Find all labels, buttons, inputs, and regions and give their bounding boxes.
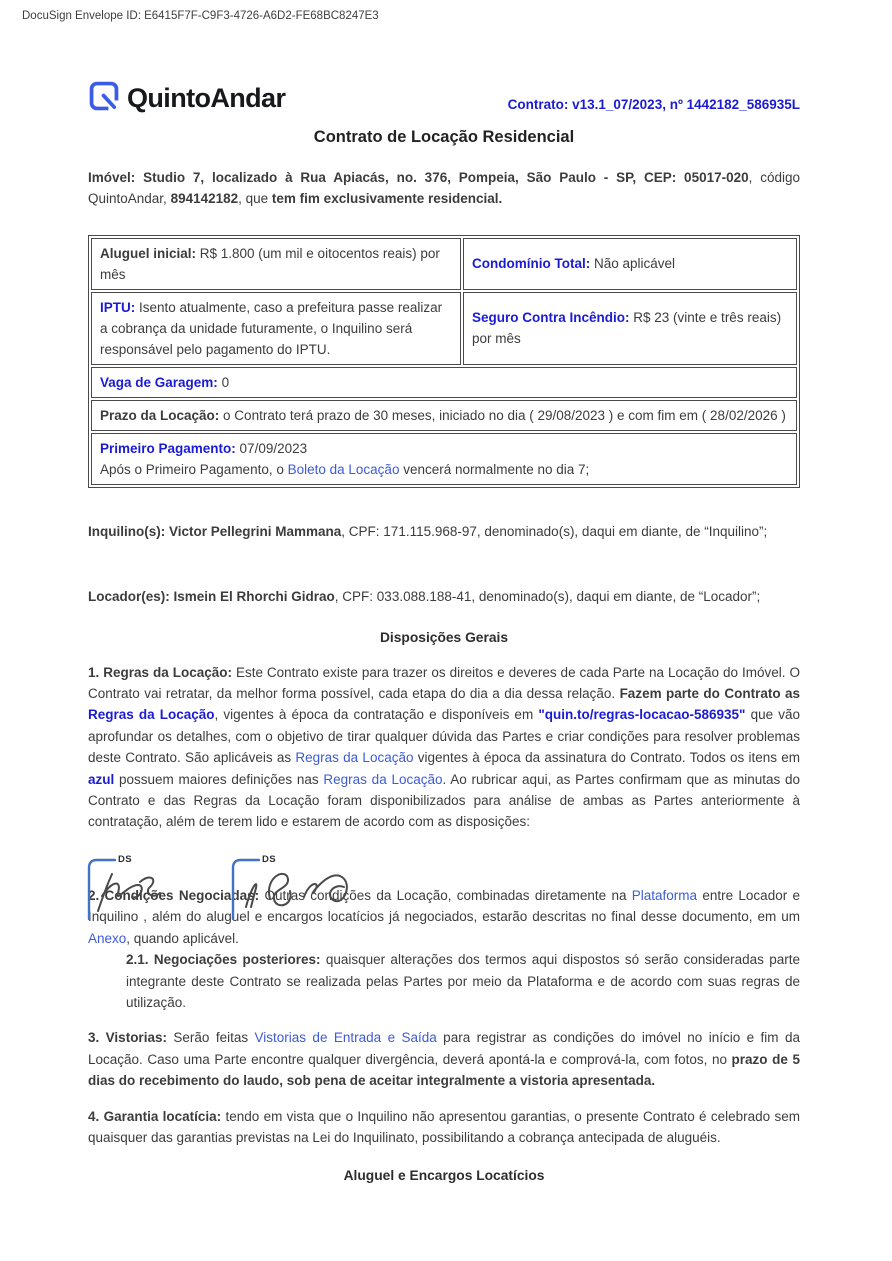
primeiro-pagamento-line1: Primeiro Pagamento: 07/09/2023 [100, 440, 308, 456]
docusign-bracket-icon [89, 860, 115, 919]
quintoandar-logo [88, 80, 285, 117]
clause-3-vistorias: 3. Vistorias: Serão feitas Vistorias de Entrada e Saída para registrar as condições do imóvel no início e fim da Locação. Caso uma Parte encontre qualquer divergência, deverá apontá-la e comprová-la, com fotos, no prazo de 5 dias do recebimento do laudo, sob pena de aceitar integralmente a vistoria apresentada. [88, 1030, 800, 1089]
table-row [91, 367, 797, 398]
contract-reference: Contrato: v13.1_07/2023, nº 1442182_586935L [507, 97, 800, 112]
primeiro-pagamento-line2: Após o Primeiro Pagamento, o Boleto da Locação vencerá normalmente no dia 7; [100, 461, 590, 477]
cell-seguro-incendio: Seguro Contra Incêndio: R$ 23 (vinte e três reais) por mês [463, 292, 797, 365]
docusign-envelope-id: DocuSign Envelope ID: E6415F7F-C9F3-4726-A6D2-FE68BC8247E3 [22, 10, 379, 22]
cell-prazo-locacao: Prazo da Locação: o Contrato terá prazo de 30 meses, iniciado no dia ( 29/08/2023 ) e com fim em ( 28/02/2026 ) [91, 400, 797, 431]
table-row [91, 433, 797, 485]
contract-terms-table [88, 235, 800, 488]
cell-vaga-garagem: Vaga de Garagem: 0 [91, 367, 797, 398]
cell-condominio-total: Condomínio Total: Não aplicável [463, 238, 797, 290]
docusign-ds-label: DS [262, 854, 276, 865]
table-row [91, 238, 797, 290]
initials-scribble-icon [246, 874, 347, 907]
clause-2-condicoes: 2. Condições Negociadas: Outras condições da Locação, combinadas diretamente na Plataforma entre Locador e Inquilino , além do aluguel e encargos locatícios já negociados, estarão descritas no final desse documento, em um Anexo, quando aplicável. [88, 887, 801, 946]
party-locador-paragraph: Locador(es): Ismein El Rhorchi Gidrao, CPF: 033.088.188-41, denominado(s), daqui em diante, de “Locador”; [88, 589, 761, 605]
document-header [88, 80, 800, 117]
table-row [91, 292, 797, 365]
cell-primeiro-pagamento [91, 433, 797, 485]
table-row [91, 400, 797, 431]
page-title: Contrato de Locação Residencial [313, 128, 575, 146]
docusign-initial-stamp-locador[interactable] [86, 855, 236, 921]
clause-2-1-negociacoes: 2.1. Negociações posteriores: quaisquer alterações dos termos aqui dispostos só serão consideradas parte integrante deste Contrato se realizada pelas Partes por meio da Plataforma e de acordo com suas regras de utilização. [126, 952, 801, 1010]
initials-scribble-icon [98, 874, 160, 911]
section-heading-aluguel: Aluguel e Encargos Locatícios [343, 1168, 545, 1184]
clause-1-regras: 1. Regras da Locação: Este Contrato existe para trazer os direitos e deveres de cada Parte na Locação do Imóvel. O Contrato vai retratar, da melhor forma possível, cada etapa do dia a dia dessa relação. Fazem parte do Contrato as Regras da Locação, vigentes à época da contratação e disponíveis em "quin.to/regras-locacao-586935" que vão aprofundar os detalhes, com o objetivo de tirar qualquer dúvida das Partes e criar condições para resolver problemas deste Contrato. São aplicáveis as Regras da Locação vigentes à época da assinatura do Contrato. Todos os itens em azul possuem maiores definições nas Regras da Locação. Ao rubricar aqui, as Partes confirmam que as minutas do Contrato e das Regras da Locação foram disponibilizados para análise de ambas as Partes anteriormente à contratação, além de terem lido e estarem de acordo com as disposições: [88, 664, 801, 830]
cell-aluguel-inicial: Aluguel inicial: R$ 1.800 (um mil e oitocentos reais) por mês [91, 238, 461, 290]
quintoandar-logo-icon [88, 80, 120, 117]
cell-iptu: IPTU: Isento atualmente, caso a prefeitura passe realizar a cobrança da unidade futuramente, o Inquilino será responsável pelo pagamento do IPTU. [91, 292, 461, 365]
docusign-initial-stamp-inquilino[interactable] [230, 855, 400, 921]
docusign-ds-label: DS [118, 854, 132, 865]
section-heading-disposicoes: Disposições Gerais [379, 629, 509, 645]
property-paragraph: Imóvel: Studio 7, localizado à Rua Apiacás, no. 376, Pompeia, São Paulo - SP, CEP: 05017-020, código QuintoAndar, 894142182, que tem fim exclusivamente residencial. [88, 170, 800, 207]
brand-wordmark: QuintoAndar [127, 83, 286, 113]
clause-4-garantia: 4. Garantia locatícia: tendo em vista que o Inquilino não apresentou garantias, o presente Contrato é celebrado sem quaisquer das garantias previstas na Lei do Inquilinato, possibilitando a cobrança antecipada de aluguéis. [88, 1108, 800, 1145]
party-inquilino-paragraph: Inquilino(s): Victor Pellegrini Mammana, CPF: 171.115.968-97, denominado(s), daqui em diante, de “Inquilino”; [88, 523, 768, 539]
